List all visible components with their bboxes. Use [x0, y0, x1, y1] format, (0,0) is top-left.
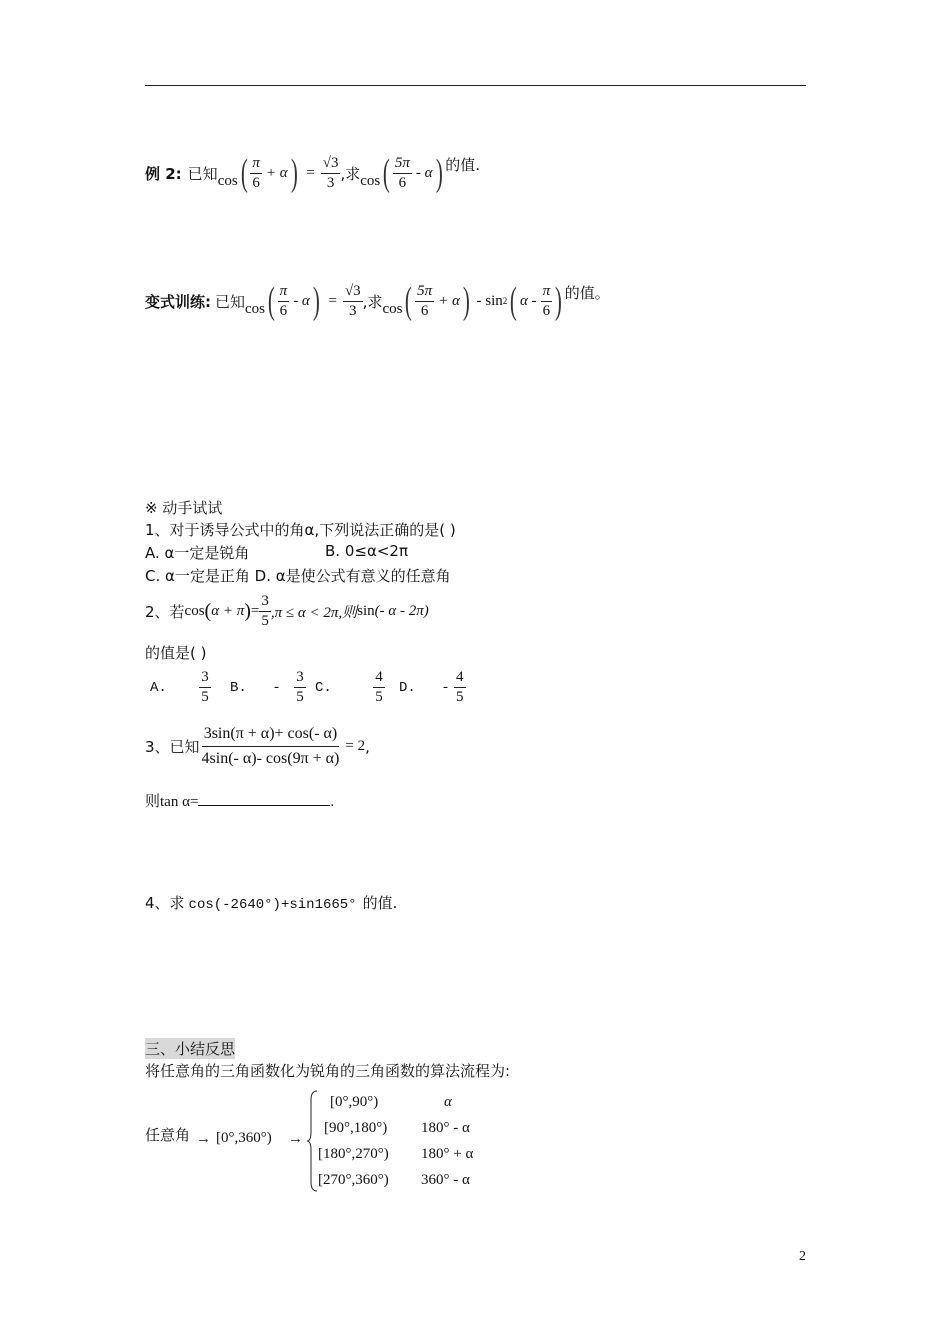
fraction-sqrt3-3 — [343, 282, 363, 321]
header-rule — [145, 85, 806, 86]
flow-arrow-1: → — [196, 1131, 211, 1147]
equals: = — [306, 164, 315, 181]
numerator: π — [250, 154, 262, 174]
fraction-pi-6 — [250, 154, 262, 193]
period: . — [330, 794, 335, 810]
q2-prefix: 2、若 — [145, 603, 185, 621]
right-paren: ) — [244, 600, 251, 622]
fraction-pi-6 — [278, 282, 290, 321]
example-2-known: 已知 — [187, 164, 218, 183]
choice-a-label: A. — [150, 679, 167, 696]
q4-prefix: 4、求 — [145, 894, 185, 912]
fraction-5pi-6 — [415, 282, 434, 321]
left-paren: ( — [405, 280, 413, 322]
denominator: 4sin(- α)- cos(9π + α) — [201, 750, 340, 767]
variant-label: 变式训练: — [145, 292, 211, 311]
flow-result-3: 180° + α — [421, 1146, 474, 1162]
q1-option-cd: C. α一定是正角 D. α是使公式有意义的任意角 — [145, 567, 451, 585]
example-2-tail: 的值. — [445, 155, 480, 174]
comma-find: ,求 — [362, 292, 383, 311]
denominator: 6 — [252, 174, 260, 191]
flow-arrow-2: → — [288, 1131, 303, 1147]
summary-header: 三、小结反思 — [145, 1040, 236, 1058]
fraction-5pi-6 — [393, 154, 412, 193]
q1-option-a: A. α一定是锐角 — [145, 544, 250, 562]
example-2 — [145, 153, 480, 193]
choice-b-label: B. — [230, 679, 247, 696]
flow-interval-1: [0°,90°) — [330, 1094, 379, 1110]
cos-fn: cos — [245, 300, 266, 317]
right-paren: ) — [554, 280, 562, 322]
q3-prefix: 3、已知 — [145, 738, 200, 756]
question-4 — [145, 892, 397, 913]
denominator: 5 — [375, 689, 383, 705]
denominator: 5 — [201, 689, 209, 705]
numerator: π — [541, 282, 553, 302]
numerator: 3 — [199, 668, 211, 688]
equals: = — [328, 292, 337, 309]
flow-result-2: 180° - α — [421, 1120, 470, 1136]
equals: = — [250, 603, 260, 619]
left-paren: ( — [267, 280, 275, 322]
minus-alpha: - α — [415, 164, 433, 181]
cos-fn: cos — [184, 603, 205, 619]
fraction-sqrt3-3 — [321, 154, 341, 193]
q1-option-b: B. 0≤α<2π — [325, 542, 408, 560]
choice-b-fraction — [285, 668, 315, 707]
right-paren: ) — [462, 280, 470, 322]
fraction-pi-6 — [541, 282, 553, 321]
plus-alpha: + α — [265, 164, 288, 181]
comma: , — [365, 737, 370, 756]
equals: = — [189, 794, 199, 810]
right-paren: ) — [290, 152, 298, 194]
numerator: 3 — [259, 592, 271, 612]
flow-range: [0°,360°) — [216, 1130, 272, 1146]
question-2 — [145, 592, 429, 631]
numerator: 3sin(π + α)+ cos(- α) — [202, 722, 340, 747]
left-paren: ( — [510, 280, 518, 322]
q3-fraction — [200, 722, 342, 771]
left-paren: ( — [240, 152, 248, 194]
q2-line-2: 的值是( ) — [145, 644, 207, 662]
equals-two: = 2 — [345, 738, 366, 754]
then: 则 — [145, 792, 161, 810]
choice-d-label: D. — [399, 679, 416, 696]
q2-argument-2: (- α - 2π) — [374, 603, 429, 619]
right-paren: ) — [435, 152, 443, 194]
choice-d-sign: - — [443, 679, 448, 695]
denominator: 5 — [456, 689, 464, 705]
sin-fn: sin — [357, 603, 375, 619]
denominator: 6 — [420, 302, 429, 319]
left-paren: ( — [204, 600, 212, 622]
right-paren: ) — [312, 280, 320, 322]
flow-start: 任意角 — [145, 1126, 191, 1144]
q4-expression: cos(-2640°)+sin1665° — [188, 897, 357, 913]
denominator: 6 — [398, 174, 407, 191]
choice-d-fraction — [454, 668, 466, 707]
q4-tail: 的值. — [362, 894, 398, 912]
denominator: 3 — [349, 302, 357, 319]
denominator: 5 — [296, 689, 304, 705]
denominator: 6 — [279, 302, 288, 319]
numerator: 4 — [454, 668, 466, 688]
flow-interval-3: [180°,270°) — [318, 1146, 389, 1162]
choice-a-fraction — [180, 668, 230, 707]
plus-alpha: + α — [438, 292, 460, 309]
cos-fn: cos — [382, 300, 403, 317]
left-brace — [306, 1090, 318, 1192]
minus-sin: - sin — [476, 292, 503, 309]
comma-find: ,求 — [340, 164, 361, 183]
alpha-minus: α - — [519, 292, 537, 309]
question-3 — [145, 722, 370, 771]
denominator: 6 — [542, 302, 551, 319]
question-1: 1、对于诱导公式中的角α,下列说法正确的是( ) — [145, 521, 456, 539]
cos-fn: cos — [217, 172, 238, 189]
squared: 2 — [502, 296, 508, 306]
numerator: 5π — [393, 154, 412, 174]
answer-blank[interactable] — [198, 791, 330, 806]
numerator: 3 — [294, 668, 306, 688]
page-number: 2 — [799, 1249, 806, 1264]
variant-known: 已知 — [215, 292, 246, 311]
numerator: 5π — [415, 282, 434, 302]
choice-b-sign: - — [274, 679, 279, 695]
example-2-label: 例 2: — [145, 164, 182, 183]
flow-interval-2: [90°,180°) — [324, 1120, 388, 1136]
flow-result-1: α — [444, 1094, 452, 1110]
q2-argument: α + π — [211, 603, 245, 619]
flow-result-4: 360° - α — [421, 1172, 470, 1188]
numerator: 4 — [373, 668, 385, 688]
q2-condition: ,π ≤ α < 2π,则 — [270, 605, 358, 621]
cos-fn: cos — [360, 172, 381, 189]
q3-line-2 — [145, 790, 334, 811]
denominator: 3 — [326, 174, 335, 191]
denominator: 5 — [261, 613, 269, 629]
fraction-3-5 — [259, 592, 271, 631]
choice-c-label: C. — [315, 679, 332, 696]
choice-c-fraction — [359, 668, 399, 707]
variant-training — [145, 281, 610, 321]
q2-choices — [150, 668, 466, 707]
practice-header: ※ 动手试试 — [145, 499, 223, 517]
numerator: π — [278, 282, 290, 302]
summary-intro: 将任意角的三角函数化为锐角的三角函数的算法流程为: — [145, 1062, 511, 1080]
minus-alpha: - α — [293, 292, 310, 309]
variant-tail: 的值。 — [564, 283, 610, 302]
left-paren: ( — [383, 152, 391, 194]
flow-interval-4: [270°,360°) — [318, 1172, 389, 1188]
numerator: √3 — [321, 154, 341, 174]
tan-alpha: tan α — [160, 794, 190, 810]
numerator: √3 — [343, 282, 363, 302]
